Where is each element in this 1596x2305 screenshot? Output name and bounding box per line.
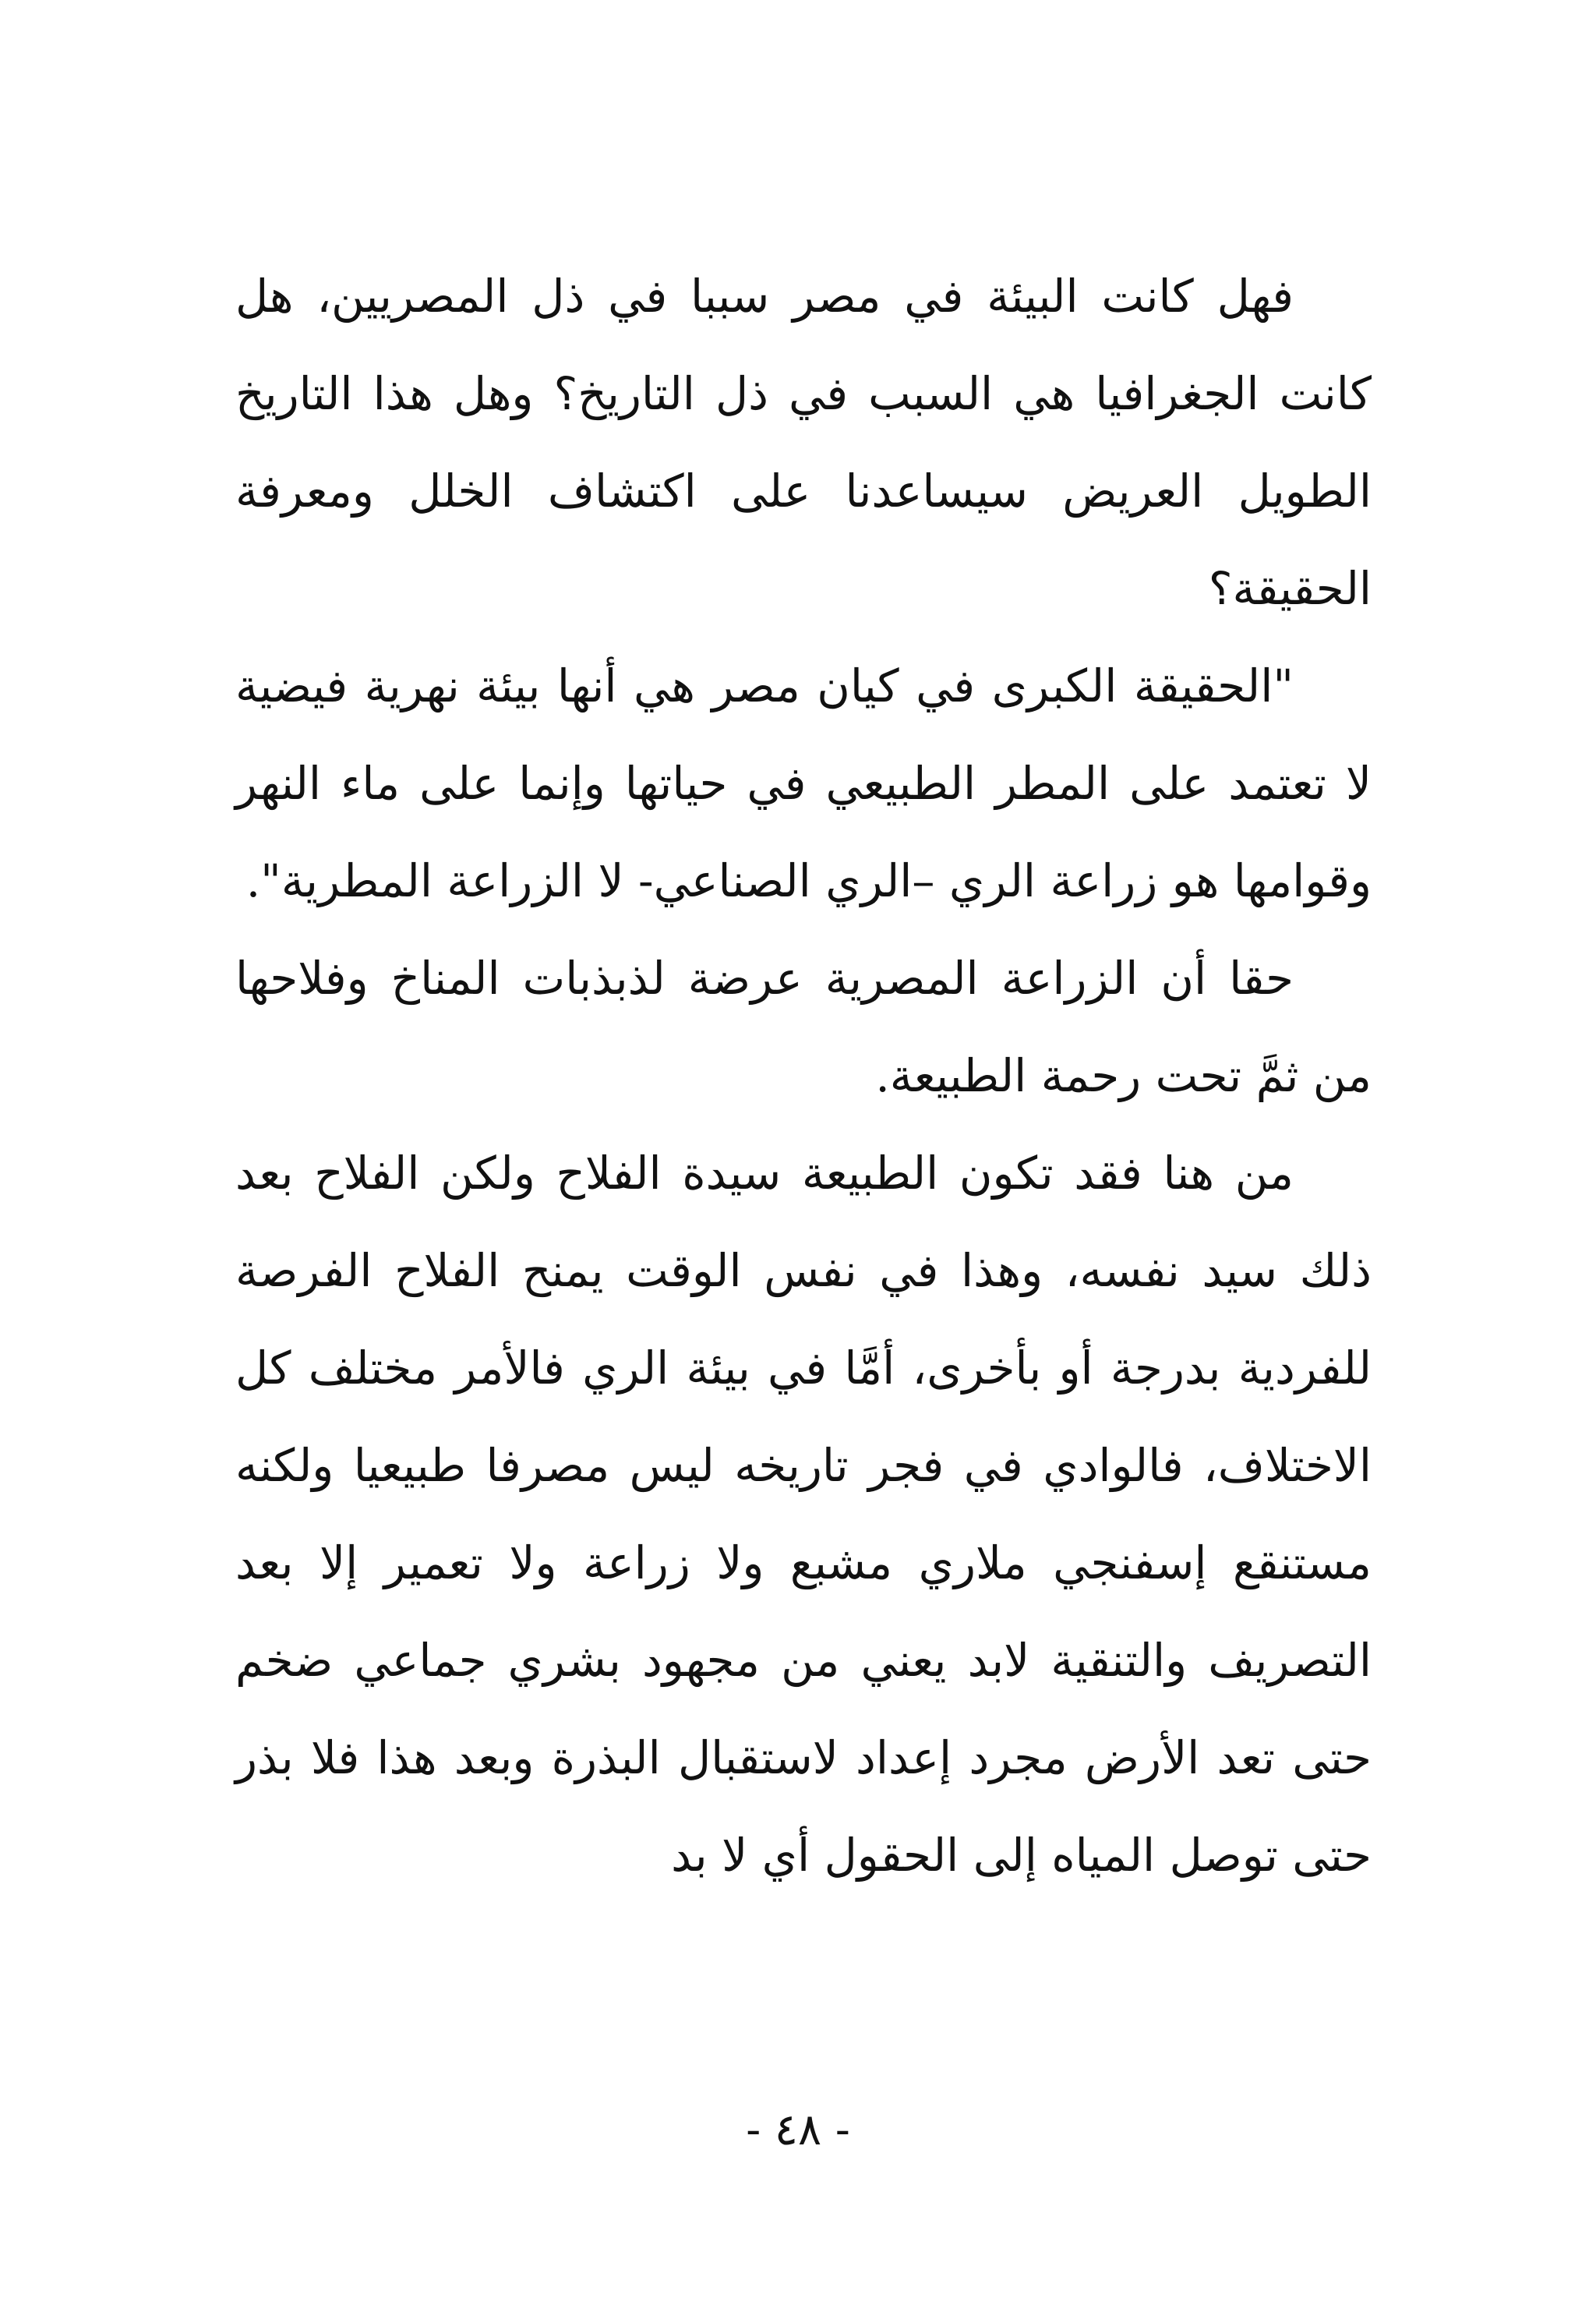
paragraph-3: حقا أن الزراعة المصرية عرضة لذبذبات المناخ وفلاحها من ثمَّ تحت رحمة الطبيعة. — [235, 952, 1372, 1102]
page-number: - ٤٨ - — [746, 2105, 850, 2155]
body-text — [235, 248, 1372, 1904]
paragraph-4: من هنا فقد تكون الطبيعة سيدة الفلاح ولكن الفلاح بعد ذلك سيد نفسه، وهذا في نفس الوقت يمنح الفلاح الفرصة للفردية بدرجة أو بأخرى، أمَّا في بيئة الري فالأمر مختلف كل الاختلاف، فالوادي في فجر تاريخه ليس مصرفا طبيعيا ولكنه مستنقع إسفنجي ملاري مشبع ولا زراعة ولا تعمير إلا بعد التصريف والتنقية لابد يعني من مجهود بشري جماعي ضخم حتى تعد الأرض مجرد إعداد لاستقبال البذرة وبعد هذا فلا بذر حتى توصل المياه إلى الحقول أي لا بد — [235, 1147, 1372, 1882]
paragraph-2: "الحقيقة الكبرى في كيان مصر هي أنها بيئة نهرية فيضية لا تعتمد على المطر الطبيعي في حياتها وإنما على ماء النهر وقوامها هو زراعة الري –الري الصناعي- لا الزراعة المطرية". — [235, 659, 1372, 907]
paragraph-1: فهل كانت البيئة في مصر سببا في ذل المصريين، هل كانت الجغرافيا هي السبب في ذل التاريخ؟ وهل هذا التاريخ الطويل العريض سيساعدنا على اكتشاف الخلل ومعرفة الحقيقة؟ — [235, 270, 1372, 615]
